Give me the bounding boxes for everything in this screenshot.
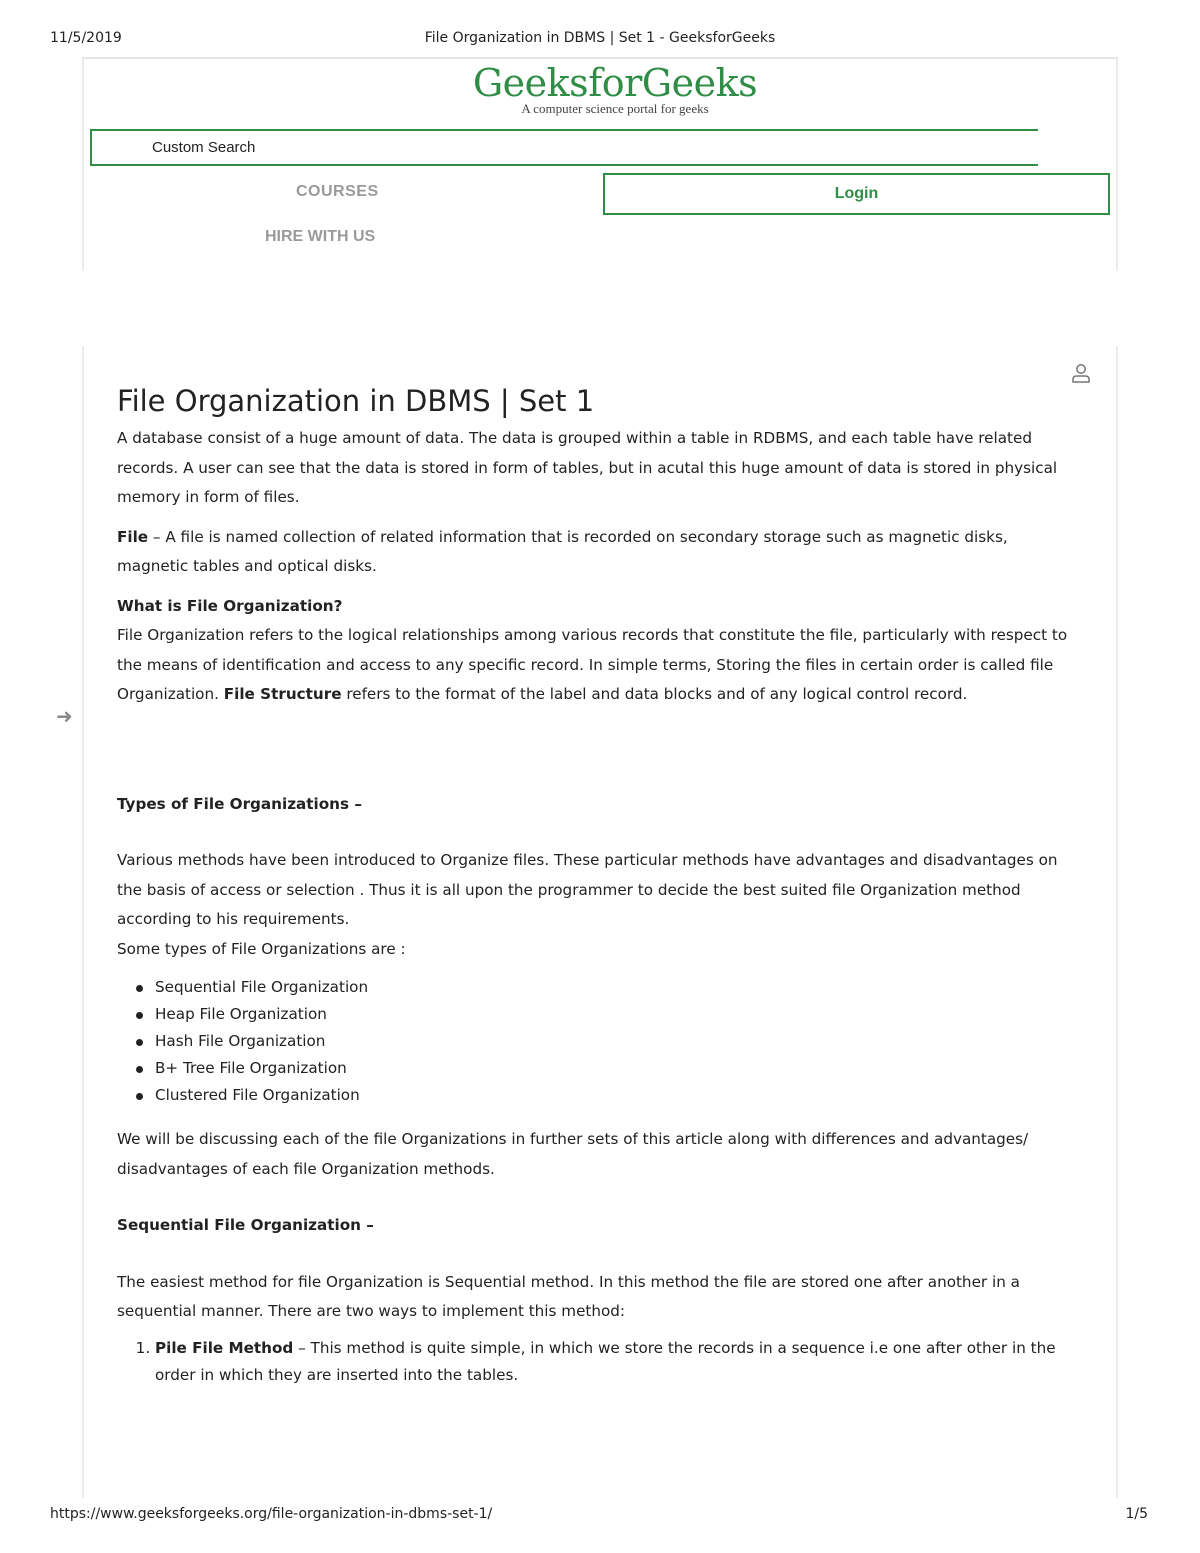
site-tagline: A computer science portal for geeks <box>521 101 709 116</box>
nav-hire-link[interactable]: HIRE WITH US <box>265 228 376 245</box>
file-def-text: – A file is named collection of related information that is recorded on secondary storage such as magnetic disks, magnetic tables and optical disks. <box>117 527 1008 575</box>
site-logo[interactable]: GeeksforGeeks <box>472 61 758 105</box>
search-input[interactable] <box>92 131 1054 163</box>
login-button[interactable]: Login <box>603 173 1110 215</box>
structure-text: refers to the format of the label and data blocks and of any logical control record. <box>341 685 968 703</box>
article-content <box>117 382 1077 1389</box>
list-item: Sequential File Organization <box>155 974 1077 1001</box>
discussing-paragraph: We will be discussing each of the file Organizations in further sets of this article along with differences and advantages/ disadvantages of each file Organization methods. <box>117 1130 1029 1178</box>
file-definition <box>117 523 1077 582</box>
types-heading-text: Types of File Organizations – <box>117 794 362 813</box>
search-box[interactable] <box>90 129 1038 166</box>
site-header <box>82 57 1118 271</box>
seq-heading <box>117 1211 1077 1241</box>
types-list <box>117 974 1077 1109</box>
nav-courses-link[interactable]: COURSES <box>296 183 379 200</box>
methods-list <box>117 1335 1077 1389</box>
print-date: 11/5/2019 <box>50 30 122 46</box>
what-heading: What is File Organization? <box>117 596 343 615</box>
seq-heading-text: Sequential File Organization – <box>117 1216 374 1234</box>
divider <box>82 346 84 1498</box>
arrow-right-icon[interactable]: ➜ <box>56 704 73 728</box>
user-icon[interactable] <box>1070 362 1092 384</box>
article-card <box>82 346 1118 1498</box>
types-heading <box>117 790 1077 820</box>
print-page-number: 1/5 <box>1125 1506 1148 1522</box>
intro-paragraph: A database consist of a huge amount of data. The data is grouped within a table in RDBMS, and each table have related records. A user can see that the data is stored in form of tables, but in acutal this huge amount of data is stored in physical memory in form of files. <box>117 429 1058 506</box>
what-text: File Organization refers to the logical relationships among various records that constitute the file, particularly with respect to the means of identification and access to any specific record. In simple terms, Storing the files in certain order is called file Organization. <box>117 626 1068 703</box>
divider <box>1116 346 1118 1498</box>
file-term: File <box>117 527 149 546</box>
types-intro: Various methods have been introduced to Organize files. These particular methods have advantages and disadvantages on the basis of access or selection . Thus it is all upon the programmer to decide the best suited file Organization method according to his requirements. <box>117 851 1058 928</box>
method-term: Pile File Method <box>155 1338 294 1357</box>
list-item: Hash File Organization <box>155 1028 1077 1055</box>
structure-term: File Structure <box>223 685 342 703</box>
types-lead: Some types of File Organizations are : <box>117 939 406 958</box>
list-item: B+ Tree File Organization <box>155 1055 1077 1082</box>
seq-intro: The easiest method for file Organization is Sequential method. In this method the file are stored one after another in a sequential manner. There are two ways to implement this method: <box>117 1272 1020 1320</box>
print-title: File Organization in DBMS | Set 1 - GeeksforGeeks <box>424 30 776 46</box>
article-title: File Organization in DBMS | Set 1 <box>117 384 595 418</box>
method-text: – This method is quite simple, in which we store the records in a sequence i.e one after other in the order in which they are inserted into the tables. <box>155 1338 1056 1384</box>
what-paragraph <box>117 621 1077 710</box>
list-item: Heap File Organization <box>155 1001 1077 1028</box>
list-item <box>155 1335 1077 1389</box>
print-url: https://www.geeksforgeeks.org/file-organization-in-dbms-set-1/ <box>50 1506 493 1522</box>
list-item: Clustered File Organization <box>155 1082 1077 1109</box>
